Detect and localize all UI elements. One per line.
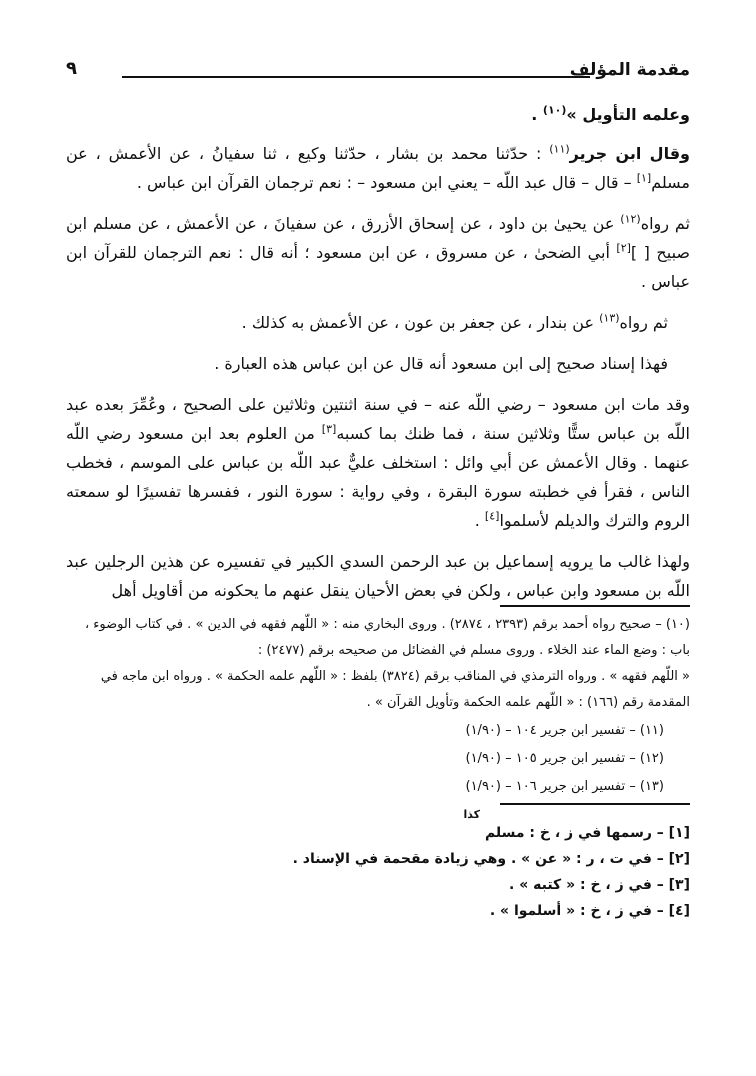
p6-end: . bbox=[474, 511, 485, 530]
footnotes bbox=[66, 612, 690, 800]
variant-ref-3: [٣] bbox=[321, 422, 337, 436]
p2-lead: وقال ابن جرير bbox=[569, 144, 690, 163]
variant-2: [٢] – في ت ، ر : « عن » . وهي زيادة مقحمة في الإسناد . bbox=[292, 851, 690, 867]
paragraph-2 bbox=[66, 139, 690, 197]
paragraph-6 bbox=[66, 390, 690, 535]
page-header bbox=[66, 56, 690, 90]
variant-ref-4: [٤] bbox=[484, 509, 500, 523]
paragraph-4 bbox=[66, 308, 690, 337]
variant-1: [١] – رسمها في ز ، خ : مسلم bbox=[484, 825, 690, 841]
p6-text: وقد مات ابن مسعود – رضي اللّه عنه – في سنة اثنتين وثلاثين على الصحيح ، وعُمِّرَ بعده عبد اللّه بن عباس ستًّا وثلاثين سنة ، فما ظنك بما كسبه bbox=[66, 395, 691, 443]
header-rule bbox=[122, 76, 590, 78]
footnote-13: (١٣) – تفسير ابن جرير ١٠٦ – (١/٩٠) bbox=[465, 779, 664, 794]
paragraph-7: ولهذا غالب ما يرويه إسماعيل بن عبد الرحمن السدي الكبير في تفسيره عن هذين الرجلين عبد اللّه بن مسعود وابن عباس ، ولكن في بعض الأحيان ينقل عنهم ما يحكونه من أقاويل أهل bbox=[66, 552, 690, 600]
p1-text: وعلمه التأويل » bbox=[566, 105, 690, 124]
paragraph-3 bbox=[66, 209, 690, 296]
footnote-rule bbox=[500, 605, 690, 607]
p4-lead: ثم رواه bbox=[619, 313, 668, 332]
variant-3: [٣] – في ز ، خ : « كتبه » . bbox=[509, 877, 690, 893]
ref-11: (١١) bbox=[549, 142, 570, 156]
kadha-note: كذا bbox=[463, 808, 480, 821]
p2-text: : حدّثنا محمد بن بشار ، حدّثنا وكيع ، ثنا سفيانُ ، عن الأعمش ، عن مسلم bbox=[66, 144, 690, 192]
running-title: مقدمة المؤلف bbox=[569, 60, 690, 80]
p3-text-2: أبي الضحىٰ ، عن مسروق ، عن ابن مسعود ؛ أنه قال : نعم الترجمان للقرآن ابن عباس . bbox=[66, 243, 690, 291]
variants-rule bbox=[500, 803, 690, 805]
footnote-10-cont: « اللّهم فقهه » . ورواه الترمذي في المناقب برقم (٣٨٢٤) بلفظ : « اللّهم علمه الحكمة » . ورواه ابن ماجه في المقدمة رقم (١٦٦) : « اللّهم علمه الحكمة وتأويل القرآن » . bbox=[100, 669, 690, 710]
p1-end: . bbox=[531, 105, 543, 124]
footnote-12: (١٢) – تفسير ابن جرير ١٠٥ – (١/٩٠) bbox=[465, 751, 664, 766]
paragraph-1 bbox=[66, 100, 690, 129]
page-number: ٩ bbox=[66, 58, 77, 79]
ref-12: (١٢) bbox=[620, 212, 641, 226]
variant-ref-2: [٢] bbox=[616, 241, 631, 255]
p2-text-2: – قال – قال عبد اللّه – يعني ابن مسعود – : نعم ترجمان القرآن ابن عباس . bbox=[136, 173, 637, 192]
main-text bbox=[66, 100, 690, 617]
p3-text: عن يحيىٰ بن داود ، عن إسحاق الأزرق ، عن سفيانَ ، عن الأعمش ، عن مسلم ابن صبيح [ ] bbox=[66, 214, 690, 262]
ref-10: (١٠) bbox=[542, 103, 567, 117]
variant-notes bbox=[66, 820, 690, 924]
variant-4: [٤] – في ز ، خ : « أسلموا » . bbox=[489, 903, 690, 919]
variant-ref-1: [١] bbox=[636, 171, 652, 185]
paragraph-5: فهذا إسناد صحيح إلى ابن مسعود أنه قال عن ابن عباس هذه العبارة . bbox=[214, 354, 668, 373]
ref-13: (١٣) bbox=[599, 311, 620, 325]
footnote-11: (١١) – تفسير ابن جرير ١٠٤ – (١/٩٠) bbox=[465, 723, 664, 738]
footnote-10: (١٠) – صحيح رواه أحمد برقم (٢٣٩٣ ، ٢٨٧٤) . وروى البخاري منه : « اللّهم فقهه في الدين » . في كتاب الوضوء ، باب : وضع الماء عند الخلاء . وروى مسلم في الفضائل من صحيحه برقم (٢٤٧٧) : bbox=[84, 617, 690, 658]
p3-lead: ثم رواه bbox=[640, 214, 691, 233]
p4-text: عن بندار ، عن جعفر بن عون ، عن الأعمش به كذلك . bbox=[241, 313, 600, 332]
p6-text-2: من العلوم بعد ابن مسعود رضي اللّه عنهما . وقال الأعمش عن أبي وائل : استخلف عليٌّ عبد اللّه بن عباس على الموسم ، فخطب الناس ، فقرأ في خطبته سورة البقرة ، وفي رواية : سورة النور ، ففسرها تفسيرًا لو سمعته الروم والترك والديلم لأسلموا bbox=[66, 424, 690, 530]
